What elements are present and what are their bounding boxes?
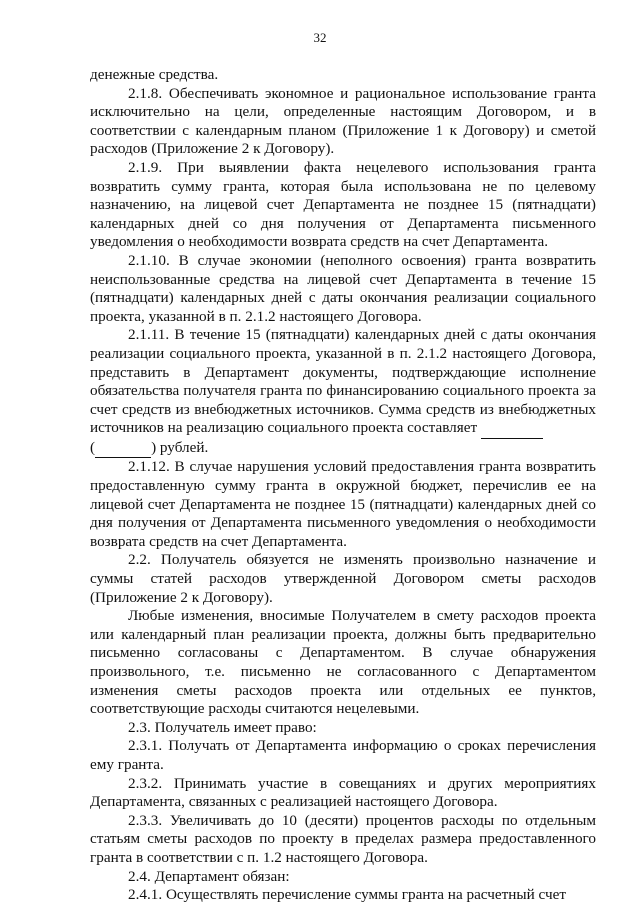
paragraph-2-1-8: 2.1.8. Обеспечивать экономное и рациональное использование гранта исключительно на цели, определенные настоящим Договором, и в соответствии с календарным планом (Приложение 1 к Договору) и сметой расходов (Приложение 2 к Договору). <box>90 84 596 158</box>
paragraph-2-1-11 <box>90 326 596 458</box>
amount-words-blank <box>95 439 151 459</box>
paragraph-2-3-1: 2.3.1. Получать от Департамента информацию о сроках перечисления ему гранта. <box>90 737 596 773</box>
paragraph-2-2: 2.2. Получатель обязуется не изменять произвольно назначение и суммы статей расходов утвержденной Договором сметы расходов (Приложение 2 к Договору). <box>90 551 596 606</box>
paragraph-2-3-2: 2.3.2. Принимать участие в совещаниях и других мероприятиях Департамента, связанных с реализацией настоящего Договора. <box>90 774 596 811</box>
paragraph-2-3-3: 2.3.3. Увеличивать до 10 (десяти) процентов расходы по отдельным статьям сметы расходов по проекту в пределах размера предоставленного гранта в соответствии с п. 1.2 настоящего Договора. <box>90 811 596 866</box>
rubles-text: ) рублей. <box>151 438 209 456</box>
paragraph-continuation: денежные средства. <box>90 66 219 83</box>
paragraph-2-4: 2.4. Департамент обязан: <box>128 867 290 885</box>
paragraph-2-1-9: 2.1.9. При выявлении факта нецелевого использования гранта возвратить сумму гранта, которая была использована не по целевому назначению, на лицевой счет Департамента не позднее 15 (пятнадцати) календарных дней со дня получения от Департамента письменного уведомления о необходимости возврата средств на счет Департамента. <box>90 158 596 251</box>
paragraph-2-1-12: 2.1.12. В случае нарушения условий предоставления гранта возвратить предоставленную сумму гранта в окружной бюджет, перечислив ее на лицевой счет Департамента не позднее 15 (пятнадцати) календарных дней со дня получения от Департамента письменного уведомления о необходимости возврата средств на счет Департамента. <box>90 458 596 550</box>
open-paren: ( <box>90 438 96 456</box>
paragraph-2-3: 2.3. Получатель имеет право: <box>128 718 317 736</box>
document-body <box>90 66 596 905</box>
paragraph-2-1-10: 2.1.10. В случае экономии (неполного освоения) гранта возвратить неиспользованные средства на лицевой счет Департамента в течение 15 (пятнадцати) календарных дней с даты окончания реализации социального проекта, указанной в п. 2.1.2 настоящего Договора. <box>90 251 596 325</box>
page-number: 32 <box>313 30 327 45</box>
paragraph-changes: Любые изменения, вносимые Получателем в смету расходов проекта или календарный план реализации проекта, должны быть предварительно письменно согласованы с Департаментом. В случае обнаружения произвольного, т.е. письменно не согласованного с Департаментом изменения сметы расходов проекта или отдельных ее пунктов, соответствующие расходы считаются нецелевыми. <box>90 607 596 718</box>
paragraph-2-4-1: 2.4.1. Осуществлять перечисление суммы гранта на расчетный счет <box>128 886 566 904</box>
paragraph-2-1-11-text: 2.1.11. В течение 15 (пятнадцати) календарных дней с даты окончания реализации социального проекта, указанной в п. 2.1.2 настоящего Договора, представить в Департамент документы, подтверждающие исполнение обязательства получателя гранта по финансированию социального проекта за счет средств из внебюджетных источников. Сумма средств из внебюджетных источников на реализацию социального проекта составляет <box>90 326 596 437</box>
amount-blank <box>481 419 543 439</box>
